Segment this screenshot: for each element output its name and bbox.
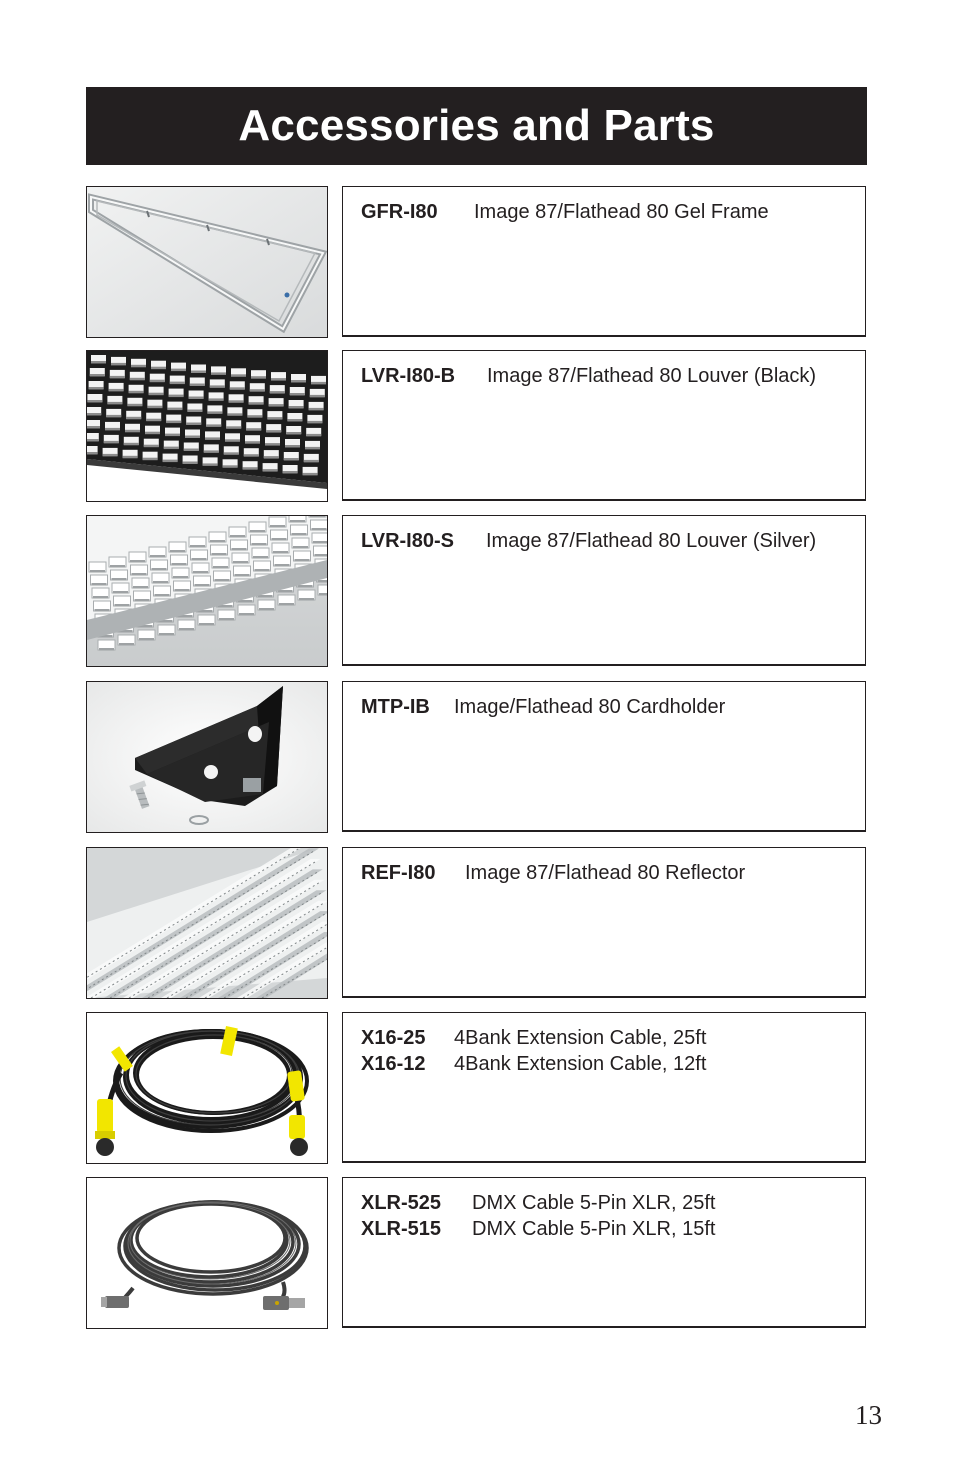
- part-row-gel-frame: [86, 186, 867, 338]
- part-description-box: [342, 847, 866, 998]
- page-number: 13: [855, 1400, 882, 1430]
- part-text: Image 87/Flathead 80 Louver (Silver): [486, 530, 817, 552]
- part-line: [361, 365, 816, 388]
- part-description-box: [342, 186, 866, 337]
- part-description-box: [342, 515, 866, 666]
- part-code: LVR-I80-B: [361, 365, 456, 387]
- part-text: Image 87/Flathead 80 Gel Frame: [474, 201, 769, 223]
- part-text: Image/Flathead 80 Cardholder: [454, 696, 726, 718]
- part-row-black-louver: [86, 350, 867, 502]
- part-row-silver-louver: [86, 515, 867, 667]
- page-title: Accessories and Parts: [238, 101, 715, 150]
- part-line: [361, 1053, 706, 1076]
- part-row-extension-cable: [86, 1012, 867, 1164]
- part-code: X16-25: [361, 1027, 426, 1049]
- part-code: XLR-525: [361, 1192, 442, 1214]
- part-description-box: [342, 1012, 866, 1163]
- gel-frame-image: [86, 186, 328, 338]
- extension-cable-image: [86, 1012, 328, 1164]
- part-line: [361, 1027, 706, 1050]
- part-text: Image 87/Flathead 80 Louver (Black): [487, 365, 817, 387]
- part-text: Image 87/Flathead 80 Reflector: [465, 862, 746, 884]
- part-text: DMX Cable 5-Pin XLR, 25ft: [472, 1192, 716, 1214]
- part-row-dmx-cable: [86, 1177, 867, 1329]
- part-line: [361, 1192, 715, 1215]
- black-louver-image: [86, 350, 328, 502]
- part-line: [361, 201, 769, 224]
- part-description-box: [342, 681, 866, 832]
- silver-louver-image: [86, 515, 328, 667]
- part-row-reflector: [86, 847, 867, 999]
- part-text: DMX Cable 5-Pin XLR, 15ft: [472, 1218, 716, 1240]
- part-text: 4Bank Extension Cable, 25ft: [454, 1027, 707, 1049]
- part-row-cardholder: [86, 681, 867, 833]
- part-description-box: [342, 1177, 866, 1328]
- part-line: [361, 530, 816, 553]
- part-text: 4Bank Extension Cable, 12ft: [454, 1053, 707, 1075]
- dmx-cable-image: [86, 1177, 328, 1329]
- part-code: LVR-I80-S: [361, 530, 454, 552]
- part-code: X16-12: [361, 1053, 426, 1075]
- part-code: REF-I80: [361, 862, 436, 884]
- part-code: XLR-515: [361, 1218, 442, 1240]
- reflector-image: [86, 847, 328, 999]
- cardholder-image: [86, 681, 328, 833]
- part-line: [361, 696, 725, 719]
- part-code: GFR-I80: [361, 201, 438, 223]
- part-line: [361, 862, 745, 885]
- page-header: [86, 87, 867, 165]
- part-line: [361, 1218, 715, 1241]
- part-description-box: [342, 350, 866, 501]
- part-code: MTP-IB: [361, 696, 430, 718]
